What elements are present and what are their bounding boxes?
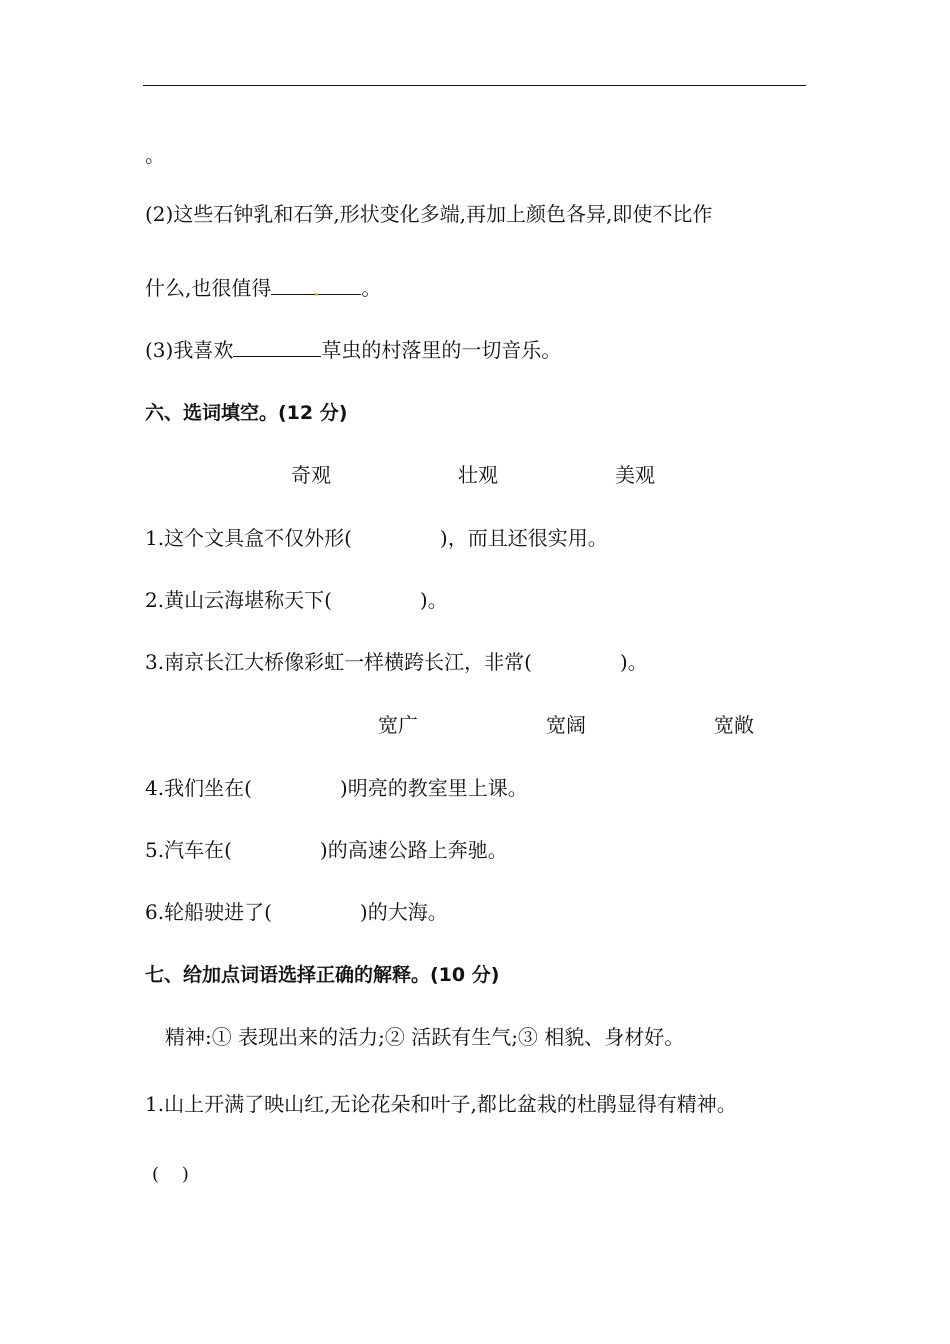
option-word: 奇观: [291, 463, 331, 487]
question-2: [145, 586, 448, 614]
section6-title: 六、选词填空。(12 分): [145, 402, 348, 424]
option-word: 美观: [615, 463, 655, 487]
question-text: )明亮的教室里上课。: [339, 776, 528, 800]
item2-line2-text: 什么,也很值得: [145, 276, 272, 300]
fill-blank[interactable]: [233, 336, 321, 357]
question-3: [145, 648, 648, 676]
option-word: 宽敞: [714, 713, 754, 737]
question-text: 5.汽车在(: [145, 838, 232, 862]
question-text: )，而且还很实用。: [439, 526, 608, 550]
item3-text-post: 草虫的村落里的一切音乐。: [321, 338, 562, 362]
question-text: 6.轮船驶进了(: [145, 900, 272, 924]
answer-parentheses[interactable]: ( ): [152, 1164, 189, 1185]
previous-item-ending: 。: [145, 143, 165, 167]
option-word: 宽广: [378, 713, 418, 737]
question-text: )的大海。: [359, 900, 448, 924]
emphasis-dot: [315, 293, 318, 296]
question-text: )。: [619, 650, 648, 674]
item2-line2: [145, 274, 381, 302]
question-text: 4.我们坐在(: [145, 776, 252, 800]
question-text: 3.南京长江大桥像彩虹一样横跨长江，非常(: [145, 650, 532, 674]
item2-line2-end: 。: [361, 276, 382, 300]
header-rule: [143, 85, 806, 86]
question-text: )。: [419, 588, 448, 612]
question-text: )的高速公路上奔驰。: [319, 838, 508, 862]
question-1: [145, 524, 608, 552]
fill-blank[interactable]: [271, 274, 361, 295]
section7-question-1: 1.山上开满了映山红,无论花朵和叶子,都比盆栽的杜鹃显得有精神。: [145, 1092, 737, 1116]
option-word: 壮观: [458, 463, 498, 487]
option-word: 宽阔: [546, 713, 586, 737]
item3-text-pre: (3)我喜欢: [145, 338, 234, 362]
item2-line1: (2)这些石钟乳和石笋,形状变化多端,再加上颜色各异,即使不比作: [145, 202, 713, 226]
question-4: [145, 774, 528, 802]
question-5: [145, 836, 508, 864]
definition-line: 精神:① 表现出来的活力;② 活跃有生气;③ 相貌、身材好。: [165, 1025, 685, 1049]
question-6: [145, 898, 448, 926]
question-text: 2.黄山云海堪称天下(: [145, 588, 332, 612]
section7-title: 七、给加点词语选择正确的解释。(10 分): [145, 964, 500, 986]
question-text: 1.这个文具盒不仅外形(: [145, 526, 352, 550]
item3-line: [145, 336, 561, 364]
